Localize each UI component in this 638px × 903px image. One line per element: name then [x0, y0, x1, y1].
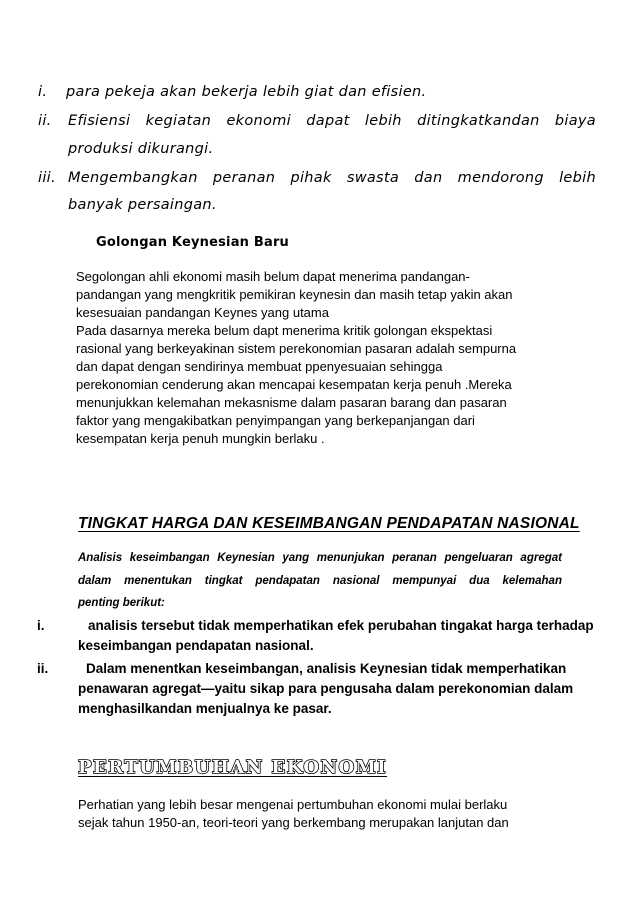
word: Keynesian — [217, 552, 275, 564]
word: ekonomi — [226, 113, 291, 129]
word: mendorong — [457, 170, 544, 186]
word: pihak — [290, 170, 332, 186]
list1-item-2 — [38, 113, 598, 163]
list1-line-2-2: produksi dikurangi. — [68, 141, 214, 157]
list2-line: menghasilkandan menjualnya ke pasar. — [78, 701, 332, 716]
list2-line: Dalam menentkan keseimbangan, analisis Keynesian tidak memperhatikan — [86, 661, 567, 676]
list2-line: penawaran agregat—yaitu sikap para pengusaha dalam perekonomian dalam — [78, 681, 574, 696]
word: menunjukan — [316, 552, 385, 564]
word: yang — [282, 552, 310, 564]
keynes-line: kesesuaian pandangan Keynes yang utama — [76, 305, 329, 320]
word: swasta — [346, 170, 400, 186]
word: pengeluaran — [444, 552, 513, 564]
list2-line: keseimbangan pendapatan nasional. — [78, 638, 314, 653]
word: kelemahan — [502, 575, 562, 587]
list1-line-2-1 — [68, 113, 596, 129]
word: mempunyai — [392, 575, 457, 587]
list1-marker-3: iii. — [38, 170, 56, 186]
word: tingkat — [204, 575, 243, 587]
keynes-heading: Golongan Keynesian Baru — [96, 235, 290, 250]
section3-line: Perhatian yang lebih besar mengenai pertumbuhan ekonomi mulai berlaku — [78, 797, 508, 812]
list1-line-3-1 — [68, 170, 596, 186]
word: dua — [469, 575, 490, 587]
word: lebih — [559, 170, 596, 186]
word: menentukan — [124, 575, 192, 587]
word: lebih — [364, 113, 402, 129]
word: agregat — [520, 552, 562, 564]
list1-item-3 — [38, 170, 598, 220]
keynes-line: perekonomian cenderung akan mencapai kesempatan kerja penuh .Mereka — [76, 377, 512, 392]
keynes-paragraph — [76, 268, 516, 448]
list1-line-1-1: para pekeja akan bekerja lebih giat dan efisien. — [66, 84, 427, 100]
word: keseimbangan — [129, 552, 210, 564]
list2-line: analisis tersebut tidak memperhatikan efek perubahan tingakat harga terhadap — [88, 618, 594, 633]
word: nasional — [332, 575, 380, 587]
list2-item-1 — [78, 616, 594, 656]
section2-intro-line-2 — [78, 575, 562, 587]
word: biaya — [554, 113, 596, 129]
section3-title: PERTUMBUHAN EKONOMI — [78, 757, 388, 778]
section2-intro-line-1 — [78, 552, 562, 564]
word: ditingkatkandan — [417, 113, 540, 129]
word: Analisis — [78, 552, 123, 564]
keynes-line: dan dapat dengan sendirinya membuat ppenyesuaian sehingga — [76, 359, 443, 374]
keynes-line: pandangan yang mengkritik pemikiran keynesin dan masih tetap yakin akan — [76, 287, 513, 302]
word: dan — [414, 170, 443, 186]
word: peranan — [212, 170, 276, 186]
word: dapat — [306, 113, 350, 129]
word: Efisiensi — [68, 113, 131, 129]
keynes-line: faktor yang mengakibatkan penyimpangan yang berkepanjangan dari — [76, 413, 475, 428]
list1-marker-1: i. — [38, 84, 48, 100]
list1-marker-2: ii. — [38, 113, 52, 129]
section3-paragraph — [78, 796, 509, 832]
list2-marker-2: ii. — [37, 661, 49, 676]
keynes-line: kesempatan kerja penuh mungkin berlaku . — [76, 431, 325, 446]
list2-marker-1: i. — [37, 618, 45, 633]
word: peranan — [392, 552, 437, 564]
keynes-line: rasional yang berkeyakinan sistem perekonomian pasaran adalah sempurna — [76, 341, 517, 356]
list1-line-3-2: banyak persaingan. — [68, 197, 217, 213]
list2-item-2 — [78, 659, 573, 719]
word: dalam — [78, 575, 112, 587]
word: Mengembangkan — [68, 170, 198, 186]
keynes-line: menunjukkan kelemahan mekasnisme dalam pasaran barang dan pasaran — [76, 395, 507, 410]
word: kegiatan — [145, 113, 212, 129]
word: pendapatan — [255, 575, 320, 587]
section2-intro-line-3: penting berikut: — [78, 597, 165, 609]
keynes-line: Segolongan ahli ekonomi masih belum dapat menerima pandangan- — [76, 269, 470, 284]
section3-line: sejak tahun 1950-an, teori-teori yang berkembang merupakan lanjutan dan — [78, 815, 509, 830]
keynes-line: Pada dasarnya mereka belum dapt menerima kritik golongan ekspektasi — [76, 323, 493, 338]
section2-title: TINGKAT HARGA DAN KESEIMBANGAN PENDAPATAN NASIONAL — [78, 515, 580, 532]
